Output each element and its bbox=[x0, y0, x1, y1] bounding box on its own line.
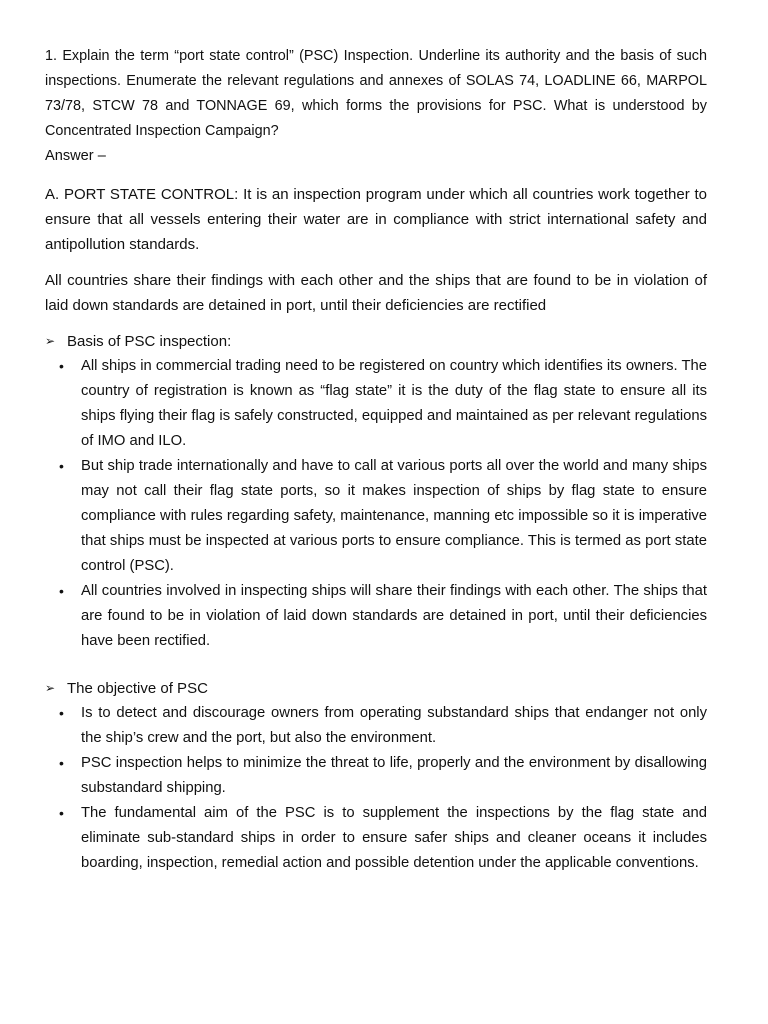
list-item bbox=[45, 751, 707, 801]
question-text: 1. Explain the term “port state control” (PSC) Inspection. Underline its authority and the basis of such inspections. Enumerate the relevant regulations and annexes of SOLAS 74, LOADLINE 66, MARPOL 73/78, STCW 78 and TONNAGE 69, which forms the provisions for PSC. What is understood by Concentrated Inspection Campaign? bbox=[45, 48, 707, 139]
bullet-icon: • bbox=[59, 805, 64, 821]
list-item bbox=[45, 354, 707, 454]
objective-list bbox=[45, 701, 707, 876]
list-item bbox=[45, 701, 707, 751]
list-item-text: Is to detect and discourage owners from operating substandard ships that endanger not only the ship’s crew and the port, but also the environment. bbox=[81, 705, 707, 746]
objective-heading-text: The objective of PSC bbox=[67, 680, 208, 697]
list-item-text: All countries involved in inspecting ships will share their findings with each other. The ships that are found to be in violation of laid down standards are detained in port, until their deficiencies have been rectified. bbox=[81, 583, 707, 649]
section-a-label: A. PORT STATE CONTROL: bbox=[45, 186, 239, 203]
list-item-text: The fundamental aim of the PSC is to supplement the inspections by the flag state and eliminate sub-standard ships in order to ensure safer ships and cleaner oceans it includes boarding, inspection, remedial action and possible detention under the applicable conventions. bbox=[81, 805, 707, 871]
section-a-text: It is an inspection program under which all countries work together to ensure that all vessels entering their water are in compliance with strict international safety and antipollution standards. bbox=[45, 186, 707, 253]
bullet-icon: • bbox=[59, 583, 64, 599]
arrow-bullet-icon: ➢ bbox=[45, 681, 56, 695]
bullet-icon: • bbox=[59, 458, 64, 474]
objective-heading bbox=[45, 676, 707, 701]
arrow-bullet-icon: ➢ bbox=[45, 334, 56, 348]
basis-list bbox=[45, 354, 707, 654]
findings-paragraph: All countries share their findings with each other and the ships that are found to be in violation of laid down standards are detained in port, until their deficiencies are rectified bbox=[45, 272, 707, 314]
list-item-text: But ship trade internationally and have to call at various ports all over the world and many ships may not call their flag state ports, so it makes inspection of ships by flag state to ensure compliance with rules regarding safety, maintenance, manning etc impossible so it is imperative that ships must be inspected at various ports to ensure compliance. This is termed as port state control (PSC). bbox=[81, 458, 707, 574]
list-item bbox=[45, 579, 707, 654]
basis-heading bbox=[45, 329, 707, 354]
document-page bbox=[45, 44, 707, 876]
list-item bbox=[45, 801, 707, 876]
bullet-icon: • bbox=[59, 358, 64, 374]
list-item bbox=[45, 454, 707, 579]
bullet-icon: • bbox=[59, 755, 64, 771]
answer-label: Answer – bbox=[45, 148, 106, 164]
basis-heading-text: Basis of PSC inspection: bbox=[67, 333, 232, 350]
list-item-text: PSC inspection helps to minimize the threat to life, properly and the environment by disallowing substandard shipping. bbox=[81, 755, 707, 796]
list-item-text: All ships in commercial trading need to be registered on country which identifies its owners. The country of registration is known as “flag state” it is the duty of the flag state to ensure all its ships flying their flag is safely constructed, equipped and maintained as per relevant regulations of IMO and ILO. bbox=[81, 358, 707, 449]
section-a-paragraph bbox=[45, 182, 707, 257]
bullet-icon: • bbox=[59, 705, 64, 721]
